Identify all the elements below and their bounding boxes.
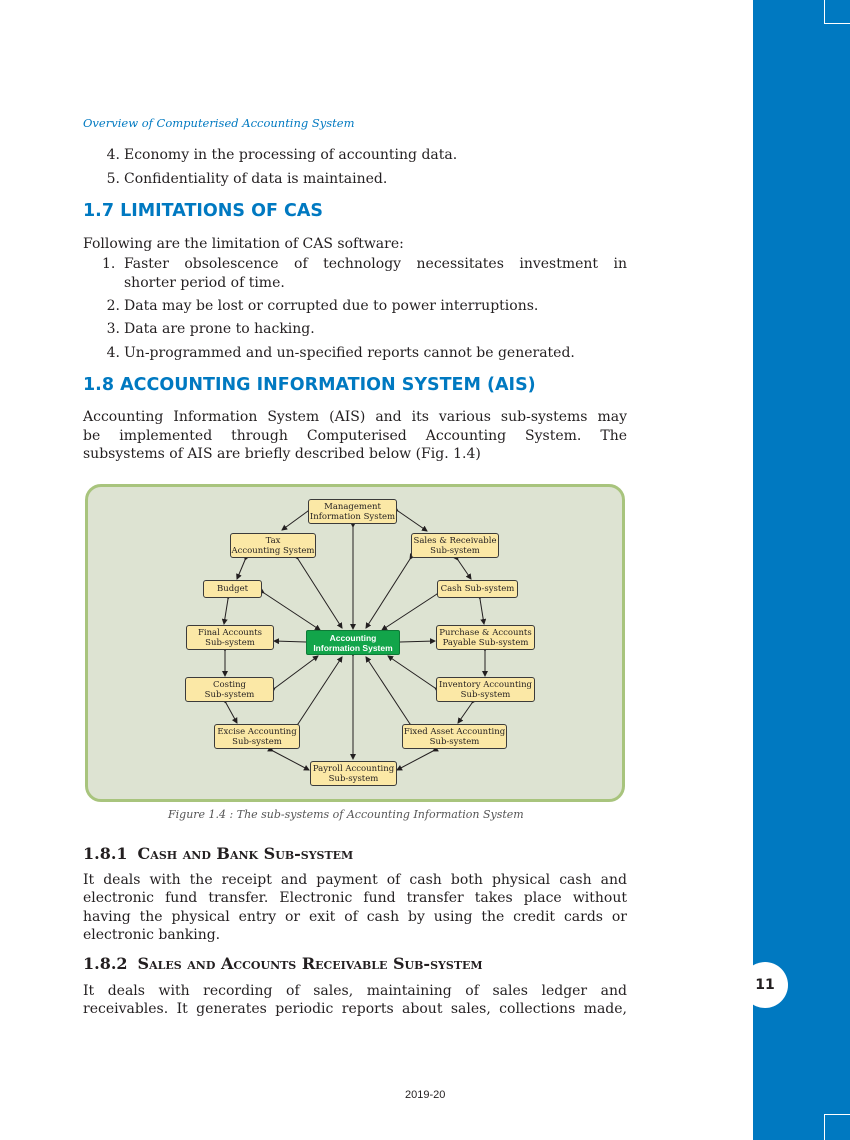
arrow-budget-final: [224, 599, 228, 624]
figure-caption: Figure 1.4 : The sub-systems of Accounting Information System: [168, 808, 524, 821]
section-heading: 1.8 ACCOUNTING INFORMATION SYSTEM (AIS): [83, 375, 536, 395]
subsection-heading: 1.8.1 Cash and Bank Sub-system: [83, 844, 354, 863]
list-item: 3. Data are prone to hacking.: [106, 321, 315, 337]
paragraph-line: subsystems of AIS are briefly described below (Fig. 1.4): [83, 446, 481, 462]
list-item: 4. Un-programmed and un-specified reports cannot be generated.: [106, 345, 575, 361]
paragraph-line: receivables. It generates periodic reports about sales, collections made,: [83, 1001, 627, 1017]
node-payroll-accounting: Payroll Accounting Sub-system: [310, 761, 397, 786]
node-excise-accounting: Excise Accounting Sub-system: [214, 724, 300, 749]
arrow-fixed-payroll: [397, 751, 433, 770]
node-budget: Budget: [203, 580, 262, 598]
arrow-center-cash: [382, 594, 437, 630]
paragraph-line: electronic fund transfer. Electronic fund transfer takes place without: [83, 890, 627, 906]
list-item: 5. Confidentiality of data is maintained.: [106, 171, 388, 187]
node-costing: Costing Sub-system: [185, 677, 274, 702]
node-tax-accounting-system: Tax Accounting System: [230, 533, 316, 558]
arrow-center-sales: [366, 559, 410, 628]
arrow-center-purchase: [400, 641, 435, 642]
footer-year: 2019-20: [405, 1089, 446, 1101]
arrow-center-inventory: [388, 656, 435, 688]
paragraph-line: Accounting Information System (AIS) and its various sub-systems may: [83, 409, 627, 425]
arrow-center-excise: [298, 657, 342, 724]
paragraph-line: It deals with the receipt and payment of cash both physical cash and: [83, 872, 627, 888]
list-item-continuation: shorter period of time.: [124, 275, 285, 291]
list-item: 2. Data may be lost or corrupted due to power interruptions.: [106, 298, 539, 314]
paragraph-line: It deals with recording of sales, maintaining of sales ledger and: [83, 983, 627, 999]
node-final-accounts: Final Accounts Sub-system: [186, 625, 274, 650]
node-inventory-accounting: Inventory Accounting Sub-system: [436, 677, 535, 702]
arrow-mis-sales: [398, 511, 427, 531]
subsection-heading: 1.8.2 Sales and Accounts Receivable Sub-system: [83, 954, 483, 973]
arrow-tax-budget: [237, 560, 245, 579]
node-accounting-information-system: Accounting Information System: [306, 630, 400, 655]
arrow-inventory-fixed: [458, 703, 472, 723]
arrow-center-costing: [275, 656, 318, 688]
paragraph-line: be implemented through Computerised Accounting System. The: [83, 428, 627, 444]
arrow-mis-tax: [282, 511, 308, 530]
list-item: 4. Economy in the processing of accounting data.: [106, 147, 458, 163]
paragraph-line: electronic banking.: [83, 927, 221, 943]
node-fixed-asset-accounting: Fixed Asset Accounting Sub-system: [402, 724, 507, 749]
paragraph-line: having the physical entry or exit of cash by using the credit cards or: [83, 909, 627, 925]
section-heading: 1.7 LIMITATIONS OF CAS: [83, 201, 324, 221]
list-item: 1. Faster obsolescence of technology necessitates investment in: [102, 256, 627, 272]
section-intro: Following are the limitation of CAS software:: [83, 236, 404, 252]
node-sales-receivable: Sales & Receivable Sub-system: [411, 533, 499, 558]
page-number: 11: [742, 962, 788, 1008]
arrow-costing-excise: [226, 703, 237, 723]
running-head: Overview of Computerised Accounting System: [83, 116, 355, 130]
arrow-cash-purchase: [480, 599, 484, 624]
node-purchase-accounts-payable: Purchase & Accounts Payable Sub-system: [436, 625, 535, 650]
arrow-center-tax: [298, 559, 342, 628]
arrow-excise-payroll: [273, 751, 309, 770]
arrow-sales-cash: [458, 560, 471, 579]
node-management-information-system: Management Information System: [308, 499, 397, 524]
arrow-center-final: [274, 641, 306, 642]
node-cash-subsystem: Cash Sub-system: [437, 580, 518, 598]
